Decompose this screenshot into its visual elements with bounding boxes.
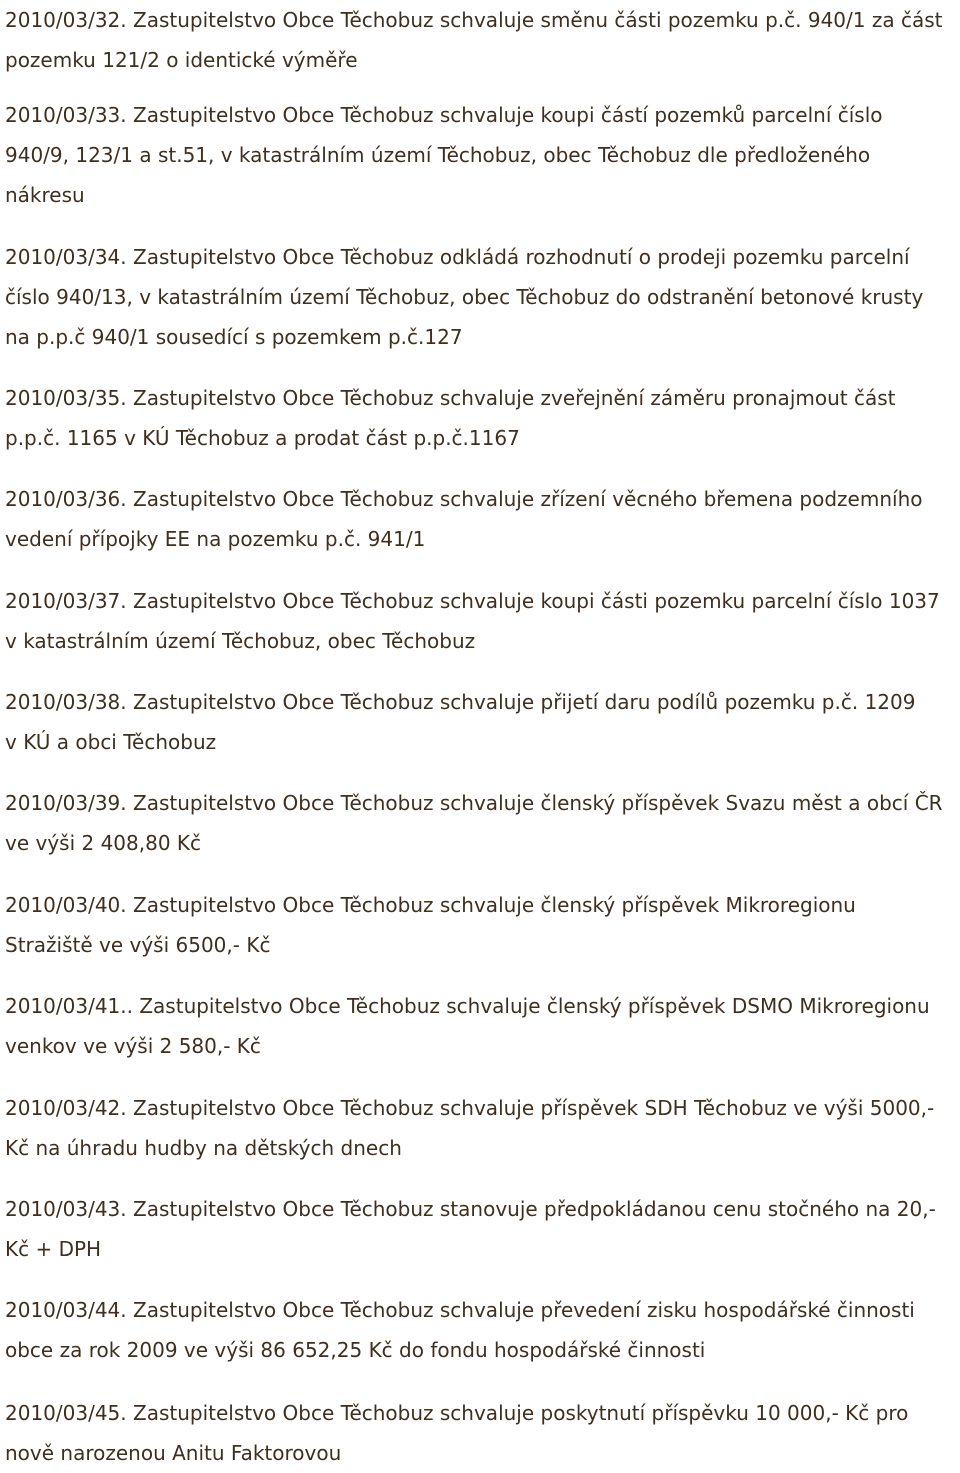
- resolution-line: 2010/03/33. Zastupitelstvo Obce Těchobuz schvaluje koupi částí pozemků parcelní číslo: [5, 103, 883, 127]
- resolution-line: venkov ve výši 2 580,- Kč: [5, 1034, 261, 1058]
- resolution-line: 2010/03/41.. Zastupitelstvo Obce Těchobuz schvaluje členský příspěvek DSMO Mikroregionu: [5, 994, 930, 1018]
- resolution-line: v KÚ a obci Těchobuz: [5, 730, 217, 754]
- resolution-line: 2010/03/43. Zastupitelstvo Obce Těchobuz stanovuje předpokládanou cenu stočného na 20,-: [5, 1197, 936, 1221]
- resolution-line: 2010/03/34. Zastupitelstvo Obce Těchobuz odkládá rozhodnutí o prodeji pozemku parcelní: [5, 245, 910, 269]
- resolution-line: 2010/03/42. Zastupitelstvo Obce Těchobuz schvaluje příspěvek SDH Těchobuz ve výši 5000,-: [5, 1096, 935, 1120]
- resolution-line: v katastrálním území Těchobuz, obec Těchobuz: [5, 629, 476, 653]
- resolution-line: obce za rok 2009 ve výši 86 652,25 Kč do fondu hospodářské činnosti: [5, 1338, 706, 1362]
- resolution-line: 2010/03/38. Zastupitelstvo Obce Těchobuz schvaluje přijetí daru podílů pozemku p.č. 1209: [5, 690, 916, 714]
- resolution-line: 2010/03/40. Zastupitelstvo Obce Těchobuz schvaluje členský příspěvek Mikroregionu: [5, 893, 856, 917]
- resolution-line: Kč + DPH: [5, 1237, 102, 1261]
- resolution-line: p.p.č. 1165 v KÚ Těchobuz a prodat část p.p.č.1167: [5, 426, 520, 450]
- resolution-line: ve výši 2 408,80 Kč: [5, 831, 202, 855]
- resolution-line: 2010/03/32. Zastupitelstvo Obce Těchobuz schvaluje směnu části pozemku p.č. 940/1 za část: [5, 8, 943, 32]
- resolution-line: vedení přípojky EE na pozemku p.č. 941/1: [5, 527, 426, 551]
- resolution-line: 2010/03/36. Zastupitelstvo Obce Těchobuz schvaluje zřízení věcného břemena podzemního: [5, 487, 923, 511]
- resolution-line: 2010/03/45. Zastupitelstvo Obce Těchobuz schvaluje poskytnutí příspěvku 10 000,- Kč pro: [5, 1401, 909, 1425]
- resolution-line: Stražiště ve výši 6500,- Kč: [5, 933, 271, 957]
- resolution-line: 2010/03/37. Zastupitelstvo Obce Těchobuz schvaluje koupi části pozemku parcelní číslo 1037: [5, 589, 940, 613]
- resolution-line: na p.p.č 940/1 sousedící s pozemkem p.č.127: [5, 325, 463, 349]
- resolution-line: pozemku 121/2 o identické výměře: [5, 48, 358, 72]
- resolution-line: nákresu: [5, 183, 85, 207]
- resolution-line: 2010/03/44. Zastupitelstvo Obce Těchobuz schvaluje převedení zisku hospodářské činnosti: [5, 1298, 915, 1322]
- resolution-line: 940/9, 123/1 a st.51, v katastrálním území Těchobuz, obec Těchobuz dle předloženého: [5, 143, 871, 167]
- resolution-line: 2010/03/35. Zastupitelstvo Obce Těchobuz schvaluje zveřejnění záměru pronajmout část: [5, 386, 896, 410]
- resolution-line: 2010/03/39. Zastupitelstvo Obce Těchobuz schvaluje členský příspěvek Svazu měst a obcí ČR: [5, 791, 943, 815]
- resolution-line: číslo 940/13, v katastrálním území Těchobuz, obec Těchobuz do odstranění betonové krusty: [5, 285, 924, 309]
- resolution-line: nově narozenou Anitu Faktorovou: [5, 1441, 342, 1465]
- resolution-line: Kč na úhradu hudby na dětských dnech: [5, 1136, 402, 1160]
